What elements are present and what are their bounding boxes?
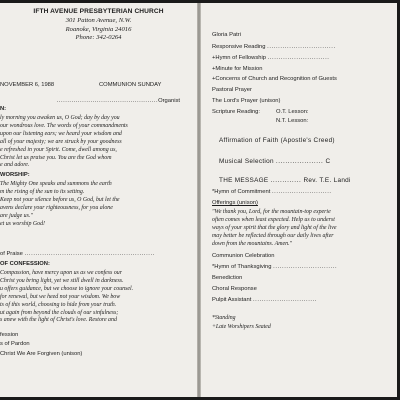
hymn-thanksgiving-label: *Hymn of Thanksgiving [212, 264, 272, 270]
church-header [0, 8, 197, 17]
scripture-reading-label: Scripture Reading: [212, 109, 261, 115]
musical-selection-line: Musical Selection .................... C [219, 158, 331, 165]
text-line: may better be reflected through our daily lives after [212, 232, 334, 239]
offerings-text [212, 209, 397, 249]
musical-selection-end: C [325, 158, 331, 165]
hymn-commitment-line: *Hymn of Commitment ........................... [212, 189, 332, 195]
worship-heading: WORSHIP: [0, 172, 30, 178]
ot-lesson: O.T. Lesson: [276, 109, 309, 115]
text-line: u offers guidance, but we choose to ignore your counsel. [0, 285, 134, 292]
confession-text [0, 270, 182, 325]
footnote-standing: *Standing [212, 315, 236, 321]
text-line: Keep not your silence before us, O God, but let the [0, 196, 120, 203]
text-line: Compassion, have mercy upon us as we confess our [0, 270, 123, 276]
call-to-worship-text [0, 115, 182, 170]
call-heading: N: [0, 106, 7, 112]
hymn-fellowship-label: +Hymn of Fellowship [212, 55, 266, 61]
text-line: ut again from beyond the clouds of our sinfulness; [0, 309, 119, 316]
text-line: ways of your spirit that the glory and light of the live [212, 224, 337, 231]
text-line: avens declare your righteousness, for you alone [0, 204, 113, 211]
musical-selection-label: Musical Selection [219, 158, 274, 165]
text-line: are judge us." [0, 212, 33, 219]
organist-line: ................................................Organist [56, 98, 180, 104]
hymn-commitment-label: *Hymn of Commitment [212, 189, 271, 195]
text-line: Christ you bring light, yet we still dwell in darkness. [0, 277, 124, 284]
text-line: The Mighty One speaks and summons the earth [0, 181, 112, 187]
responsive-reading-label: Responsive Reading [212, 44, 266, 50]
hymn-fellowship-line: +Hymn of Fellowship ............................ [212, 55, 330, 61]
service-sunday: COMMUNION SUNDAY [99, 82, 162, 88]
hymn-of-praise-label: of Praise [0, 251, 23, 257]
footnote-late-worshipers: +Late Worshipers Seated [212, 324, 271, 330]
pulpit-assistant-line: Pulpit Assistant ............................. [212, 297, 318, 303]
text-line: e and adore. [0, 162, 30, 169]
choral-response: Choral Response [212, 286, 257, 292]
organist-label: Organist [158, 98, 180, 104]
text-line: down from the mountains. Amen." [212, 240, 293, 247]
text-line: all of your majesty; we are struck by your goodness [0, 138, 122, 145]
lords-prayer: The Lord's Prayer (unison) [212, 98, 281, 104]
phone-line: Phone: 342-0264 [75, 34, 122, 42]
nt-lesson: N.T. Lesson: [276, 118, 309, 124]
church-name: IFTH AVENUE PRESBYTERIAN CHURCH [33, 8, 164, 15]
concerns-line: +Concerns of Church and Recognition of Guests [212, 76, 337, 82]
communion-celebration: Communion Celebration [212, 253, 275, 259]
text-line: our wondrous love. The words of your commandments [0, 122, 128, 129]
benediction: Benediction [212, 275, 243, 281]
right-page [201, 3, 397, 397]
address-line: Roanoke, Virginia 24016 [65, 25, 132, 33]
text-line: upon our listening ears; we heard your wisdom and [0, 130, 122, 137]
message-speaker: Rev. T.E. Landi [303, 177, 351, 184]
confession-heading: OF CONFESSION: [0, 261, 50, 267]
left-page [0, 3, 197, 397]
text-line: et us worship God! [0, 220, 45, 227]
hymn-of-praise-line: of Praise ........................................................... [0, 251, 155, 257]
worship-text [0, 181, 182, 228]
forgiven-item: Christ We Are Forgiven (unison) [0, 351, 83, 357]
confession-item: fession [0, 332, 19, 338]
text-line: e refreshed in your Spirit. Come, dwell among us, [0, 146, 117, 153]
hymn-thanksgiving-line: *Hymn of Thanksgiving ............................. [212, 264, 338, 270]
text-line: "We thank you, Lord, for the mountain-top experie [212, 209, 331, 215]
service-date: NOVEMBER 6, 1988 [0, 82, 55, 88]
text-line: m the rising of the sun to its setting. [0, 188, 85, 195]
text-line: s anew with the light of Christ's love. Restore and [0, 317, 117, 324]
message-line: THE MESSAGE ............. Rev. T.E. Landi [219, 177, 351, 184]
offerings-heading: Offerings (unison) [212, 200, 258, 206]
pulpit-assistant-label: Pulpit Assistant [212, 297, 252, 303]
pardon-item: s of Pardon [0, 341, 30, 347]
text-line: ly morning you awaken us, O God; day by day you [0, 115, 120, 121]
responsive-reading-line: Responsive Reading ............................... [212, 44, 336, 50]
text-line: ts of this world, choosing to hide from your truth. [0, 301, 117, 308]
affirmation-of-faith: Affirmation of Faith (Apostle's Creed) [219, 137, 335, 144]
nt-lesson-line [212, 118, 308, 124]
scripture-reading-line [212, 109, 309, 115]
message-label: THE MESSAGE [219, 177, 269, 184]
gloria-patri: Gloria Patri [212, 32, 241, 38]
church-address [0, 17, 197, 43]
minute-for-mission: +Minute for Mission [212, 66, 263, 72]
pastoral-prayer: Pastoral Prayer [212, 87, 252, 93]
text-line: for renewal, but we heed not your wisdom. We bow [0, 293, 121, 300]
text-line: Christ let us praise you. You are the God whom [0, 154, 112, 161]
address-line: 301 Patton Avenue, N.W. [65, 17, 132, 24]
text-line: often comes when least expected. Help us to underst [212, 216, 335, 223]
